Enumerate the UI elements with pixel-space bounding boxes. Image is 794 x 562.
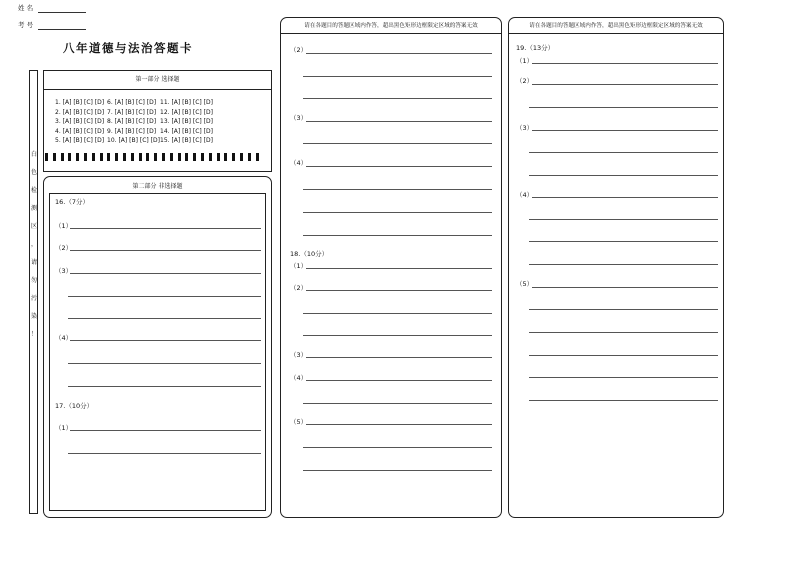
middle-header-divider (280, 33, 502, 34)
q17-sub3-line[interactable] (303, 143, 492, 144)
q19-sub3-line[interactable] (532, 130, 718, 131)
timing-mark (139, 153, 142, 161)
choice-item[interactable]: 2. [A] [B] [C] [D] (55, 108, 105, 116)
q19-sub3-line[interactable] (529, 152, 718, 153)
q16-sub4-label: （4） (55, 334, 73, 342)
q18-sub2-line[interactable] (306, 290, 492, 291)
q16-sub3-line[interactable] (70, 273, 261, 274)
timing-mark (146, 153, 149, 161)
part1-divider (43, 89, 272, 90)
q19-sub4-line[interactable] (532, 197, 718, 198)
detection-strip-char: 色 (30, 169, 37, 176)
part1-title: 第一部分 选择题 (135, 76, 180, 83)
timing-mark (100, 153, 103, 161)
q17-sub4-line[interactable] (306, 166, 492, 167)
q18-sub3-line[interactable] (306, 357, 492, 358)
detection-strip-char: 染 (30, 313, 37, 320)
timing-mark (61, 153, 64, 161)
q16-sub1-line[interactable] (70, 228, 261, 229)
choice-item[interactable]: 9. [A] [B] [C] [D] (107, 127, 157, 135)
q19-sub1-line[interactable] (532, 63, 718, 64)
q17-sub4-label: （4） (290, 159, 308, 167)
timing-mark (170, 153, 173, 161)
detection-strip-char: 勿 (30, 277, 37, 284)
q18-sub5-line[interactable] (303, 447, 492, 448)
q18-sub2-line[interactable] (303, 335, 492, 336)
timing-mark (53, 153, 56, 161)
timing-mark (107, 153, 110, 161)
q17-sub1-label: （1） (55, 424, 73, 432)
choice-item[interactable]: 13. [A] [B] [C] [D] (160, 118, 213, 125)
choice-item[interactable]: 11. [A] [B] [C] [D] (160, 99, 213, 106)
q19-sub2-line[interactable] (529, 107, 718, 108)
q16-sub4-line[interactable] (70, 340, 261, 341)
timing-mark (232, 153, 235, 161)
timing-mark (217, 153, 220, 161)
part2-answer-area[interactable] (49, 193, 266, 511)
timing-mark (123, 153, 126, 161)
timing-mark (185, 153, 188, 161)
right-notice: 请在各题目的答题区域内作答，超出黑色矩形边框限定区域的答案无效 (529, 23, 703, 29)
q17-sub3-label: （3） (290, 114, 308, 122)
right-header-divider (508, 33, 724, 34)
q19-sub5-line[interactable] (529, 309, 718, 310)
name-label: 姓 名 (18, 4, 34, 12)
q18-sub2-line[interactable] (303, 313, 492, 314)
choice-item[interactable]: 1. [A] [B] [C] [D] (55, 99, 105, 106)
q16-sub4-line[interactable] (68, 363, 261, 364)
q18-sub5-label: （5） (290, 418, 308, 426)
q19-sub3-label: （3） (516, 124, 534, 132)
detection-strip-char: 区 (30, 223, 37, 230)
timing-mark (115, 153, 118, 161)
timing-mark (154, 153, 157, 161)
q19-sub4-label: （4） (516, 191, 534, 199)
q18-sub4-line[interactable] (306, 380, 492, 381)
q17-sub2-line[interactable] (303, 98, 492, 99)
q19-title: 19.（13分） (516, 44, 555, 52)
middle-notice: 请在各题目的答题区域内作答，超出黑色矩形边框限定区域的答案无效 (304, 23, 478, 29)
choice-item[interactable]: 4. [A] [B] [C] [D] (55, 127, 105, 135)
q19-sub3-line[interactable] (529, 175, 718, 176)
q19-sub5-line[interactable] (529, 355, 718, 356)
q19-sub2-line[interactable] (532, 84, 718, 85)
q18-sub5-line[interactable] (303, 470, 492, 471)
choice-item[interactable]: 5. [A] [B] [C] [D] (55, 137, 105, 144)
answer-column-right[interactable] (508, 17, 724, 518)
choice-item[interactable]: 8. [A] [B] [C] [D] (107, 118, 157, 125)
q19-sub4-line[interactable] (529, 264, 718, 265)
q17-title: 17.（10分） (55, 402, 94, 410)
q18-sub1-label: （1） (290, 262, 308, 270)
q18-title: 18.（10分） (290, 250, 329, 258)
detection-strip-text (29, 152, 39, 350)
timing-mark (84, 153, 87, 161)
timing-mark (201, 153, 204, 161)
q17-sub4-line[interactable] (303, 212, 492, 213)
q17-sub4-line[interactable] (303, 235, 492, 236)
exam-number-label: 考 号 (18, 21, 34, 29)
timing-mark (68, 153, 71, 161)
detection-strip-char: ！ (30, 331, 37, 338)
choice-item[interactable]: 7. [A] [B] [C] [D] (107, 108, 157, 116)
q19-sub5-line[interactable] (529, 377, 718, 378)
q18-sub4-label: （4） (290, 374, 308, 382)
choice-item[interactable]: 15. [A] [B] [C] [D] (160, 137, 213, 144)
q17-sub3-line[interactable] (306, 121, 492, 122)
q17-sub4-line[interactable] (303, 189, 492, 190)
timing-mark (178, 153, 181, 161)
q18-sub4-line[interactable] (303, 403, 492, 404)
q16-sub4-line[interactable] (68, 386, 261, 387)
choice-item[interactable]: 3. [A] [B] [C] [D] (55, 118, 105, 125)
name-field[interactable] (38, 4, 86, 13)
q19-sub5-label: （5） (516, 280, 534, 288)
exam-number-field[interactable] (38, 21, 86, 30)
q16-sub3-line[interactable] (68, 318, 261, 319)
q16-sub3-line[interactable] (68, 296, 261, 297)
q17-sub1-line[interactable] (70, 430, 261, 431)
timing-mark (256, 153, 259, 161)
timing-mark (162, 153, 165, 161)
timing-mark (45, 153, 48, 161)
q16-sub1-label: （1） (55, 222, 73, 230)
q18-sub1-line[interactable] (306, 268, 492, 269)
q19-sub5-line[interactable] (532, 287, 718, 288)
timing-mark (76, 153, 79, 161)
q17-sub2-line[interactable] (306, 53, 492, 54)
choice-item[interactable]: 14. [A] [B] [C] [D] (160, 127, 213, 135)
q19-sub2-label: （2） (516, 77, 534, 85)
timing-mark (92, 153, 95, 161)
detection-strip-char: 检 (30, 187, 37, 194)
q19-sub4-line[interactable] (529, 219, 718, 220)
q19-sub5-line[interactable] (529, 332, 718, 333)
q17-sub1-line[interactable] (68, 453, 261, 454)
choice-item[interactable]: 12. [A] [B] [C] [D] (160, 108, 213, 116)
timing-mark (240, 153, 243, 161)
detection-strip-char: 污 (30, 295, 37, 302)
choice-item[interactable]: 6. [A] [B] [C] [D] (107, 99, 157, 106)
timing-mark (193, 153, 196, 161)
q16-sub2-line[interactable] (70, 250, 261, 251)
q16-sub3-label: （3） (55, 267, 73, 275)
detection-strip-char: 请 (30, 259, 37, 266)
q16-title: 16.（7分） (55, 198, 89, 206)
q19-sub5-line[interactable] (529, 400, 718, 401)
timing-mark (131, 153, 134, 161)
timing-mark (248, 153, 251, 161)
q16-sub2-label: （2） (55, 244, 73, 252)
q17-sub2-line[interactable] (303, 76, 492, 77)
timing-mark (209, 153, 212, 161)
q18-sub2-label: （2） (290, 284, 308, 292)
choice-item[interactable]: 10. [A] [B] [C] [D] (107, 137, 160, 144)
q18-sub5-line[interactable] (306, 424, 492, 425)
page-title: 八年道德与法治答题卡 (63, 41, 193, 55)
timing-mark (224, 153, 227, 161)
detection-strip-char: ， (30, 241, 37, 248)
q18-sub3-label: （3） (290, 351, 308, 359)
detection-strip-char: 测 (30, 205, 37, 212)
part2-title: 第二部分 非选择题 (132, 183, 183, 190)
detection-strip-char: 白 (30, 151, 37, 158)
q19-sub1-label: （1） (516, 57, 534, 65)
q17-sub2-label: （2） (290, 46, 308, 54)
timing-marks (45, 153, 265, 161)
q19-sub4-line[interactable] (529, 241, 718, 242)
